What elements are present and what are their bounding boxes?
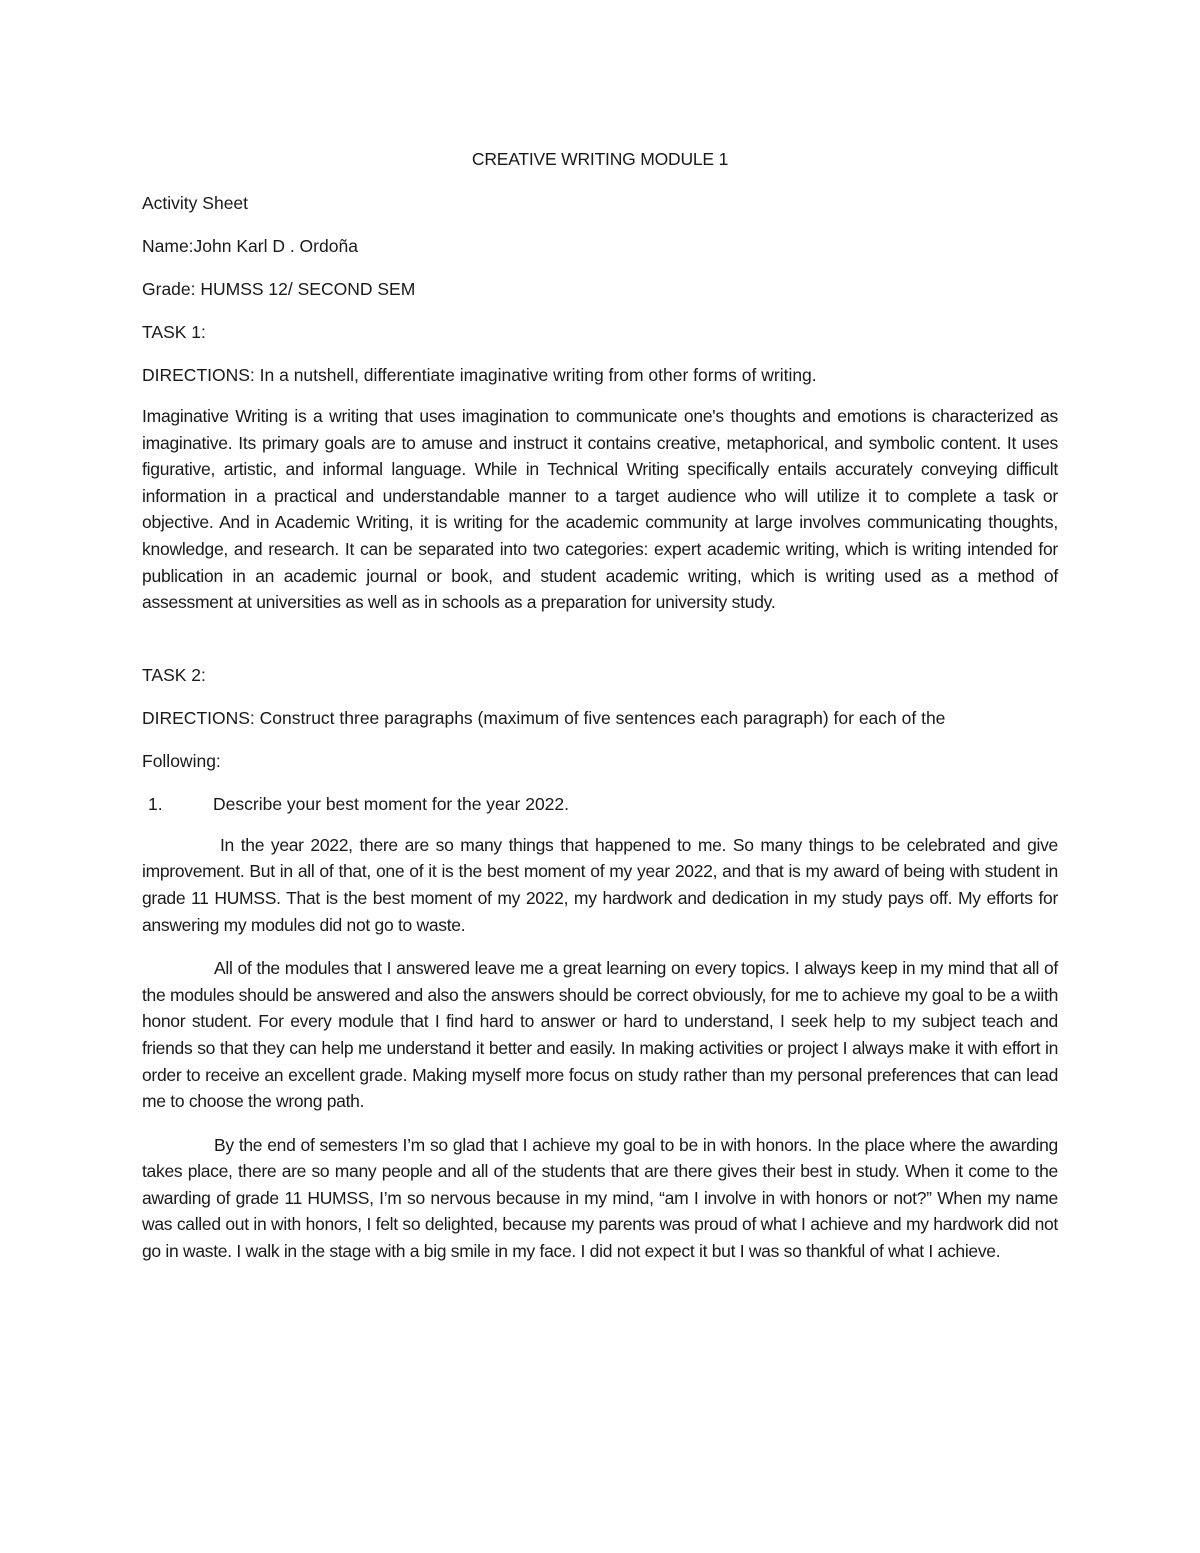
list-item-number: 1. [148,793,163,814]
list-item [142,791,1058,817]
list-item-text: Describe your best moment for the year 2022. [213,793,570,814]
task2-list [142,791,1058,817]
task2-heading: TASK 2: [142,664,206,685]
task1-directions: DIRECTIONS: In a nutshell, differentiate imaginative writing from other forms of writing. [142,365,817,385]
activity-label: Activity Sheet [142,193,249,213]
task2-directions-continued: Following: [142,750,221,771]
story-paragraph-1: In the year 2022, there are so many things that happened to me. So many things to be celebrated and give improvement. But in all of that, one of it is the best moment of my year 2022, and that is my award of being with student in grade 11 HUMSS. That is the best moment of my 2022, my hardwork and dedication in my study pays off. My efforts for answering my modules did not go to waste. [142,834,1058,935]
task1-answer: Imaginative Writing is a writing that uses imagination to communicate one's thoughts and emotions is characterized as imaginative. Its primary goals are to amuse and instruct it contains creative, metaphorical, and symbolic content. It uses figurative, artistic, and informal language. While in Technical Writing specifically entails accurately conveying difficult information in a practical and understandable manner to a target audience who will utilize it to complete a task or objective. And in Academic Writing, it is writing for the academic community at large involves communicating thoughts, knowledge, and research. It can be separated into two categories: expert academic writing, which is writing intended for publication in an academic journal or book, and student academic writing, which is writing used as a method of assessment at universities as well as in schools as a preparation for university study. [142,406,1058,613]
document-title: CREATIVE WRITING MODULE 1 [471,149,729,169]
task1-heading: TASK 1: [142,322,206,342]
student-grade: Grade: HUMSS 12/ SECOND SEM [142,279,416,299]
task2-directions: DIRECTIONS: Construct three paragraphs (maximum of five sentences each paragraph) for each of the [142,707,946,728]
student-name: Name:John Karl D . Ordoña [142,236,358,256]
story-paragraph-2: All of the modules that I answered leave me a great learning on every topics. I always keep in my mind that all of the modules should be answered and also the answers should be correct obviously, for me to achieve my goal to be a wiith honor student. For every module that I find hard to answer or hard to understand, I seek help to my subject teach and friends so that they can help me understand it better and easily. In making activities or project I always make it with effort in order to receive an excellent grade. Making myself more focus on study rather than my personal preferences that can lead me to choose the wrong path. [142,958,1058,1112]
story-paragraph-3: By the end of semesters I’m so glad that I achieve my goal to be in with honors. In the place where the awarding takes place, there are so many people and all of the students that are there gives their best in study. When it come to the awarding of grade 11 HUMSS, I’m so nervous because in my mind, “am I involve in with honors or not?” When my name was called out in with honors, I felt so delighted, because my parents was proud of what I achieve and my hardwork did not go in waste. I walk in the stage with a big smile in my face. I did not expect it but I was so thankful of what I achieve. [142,1134,1058,1262]
document-page [142,146,1058,1282]
section-gap [142,616,1058,662]
